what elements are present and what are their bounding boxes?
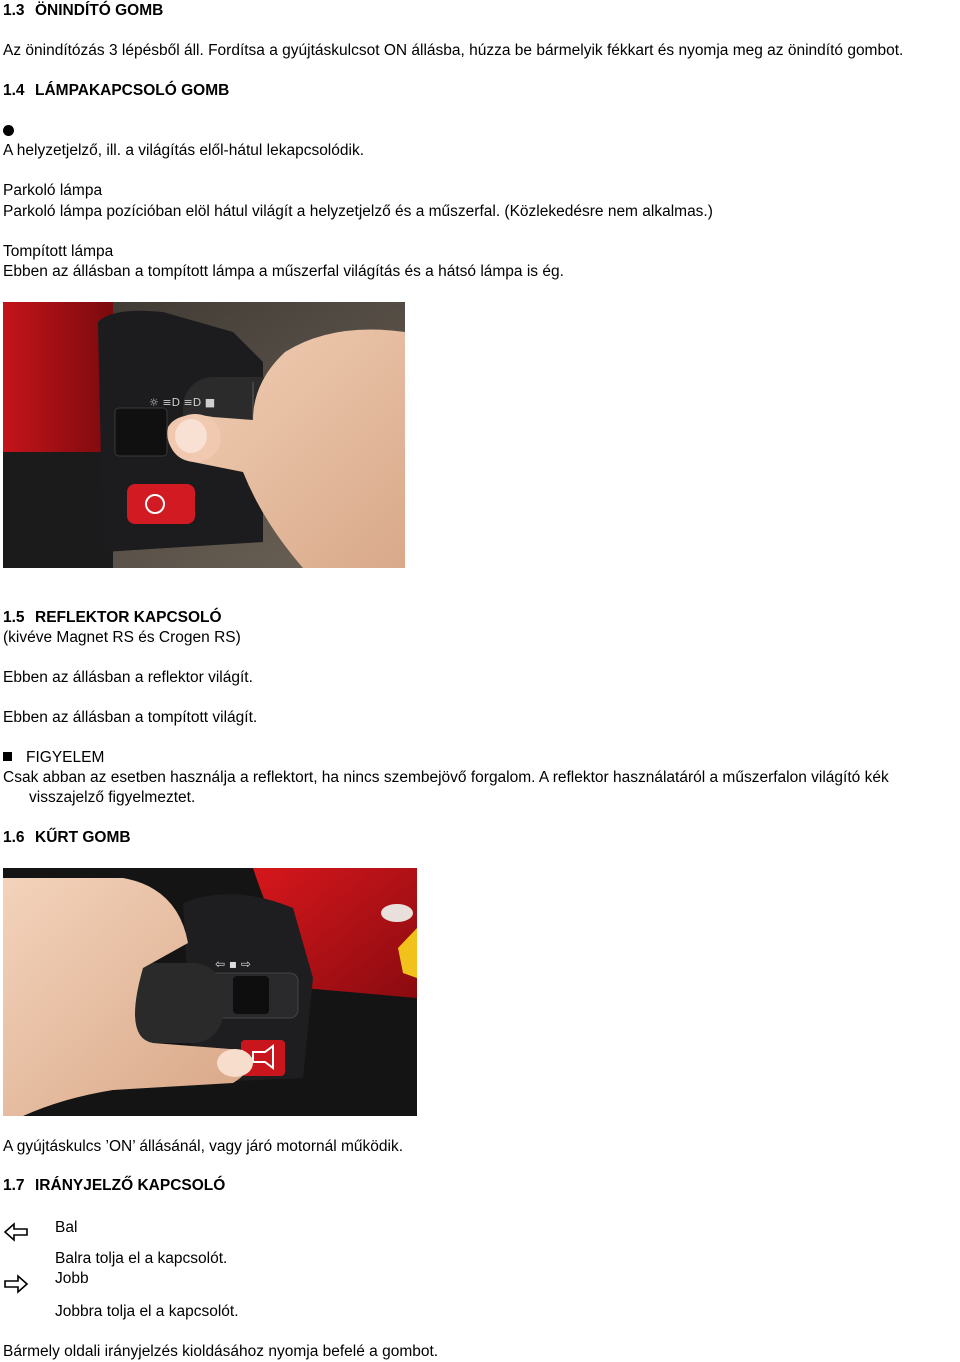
turn-right-label: Jobb: [55, 1270, 89, 1287]
low-beam-text: Ebben az állásban a tompított lámpa a műszerfal világítás és a hátsó lámpa is ég.: [3, 263, 564, 280]
heading-1-3: 1.3 ÖNINDÍTÓ GOMB: [3, 2, 164, 19]
dipped-beam-text: Ebben az állásban a tompított világít.: [3, 709, 258, 726]
heading-1-4: 1.4 LÁMPAKAPCSOLÓ GOMB: [3, 82, 230, 99]
parking-text: Parkoló lámpa pozícióban elöl hátul világít a helyzetjelző és a műszerfal. (Közlekedésre nem alkalmas.): [3, 203, 713, 220]
right-arrow-icon: [3, 1274, 29, 1294]
warning-title: FIGYELEM: [3, 748, 104, 768]
bullet-dot-icon: [3, 125, 14, 136]
starter-text: Az önindítózás 3 lépésből áll. Fordítsa a gyújtáskulcsot ON állásba, húzza be bármelyik fékkart és nyomja meg az önindító gombot.: [3, 42, 904, 59]
cancel-signal-text: Bármely oldali irányjelzés kioldásához nyomja befelé a gombot.: [3, 1343, 439, 1360]
svg-text:⇦ ▪ ⇨: ⇦ ▪ ⇨: [215, 957, 251, 971]
heading-1-7: 1.7 IRÁNYJELZŐ KAPCSOLÓ: [3, 1177, 226, 1194]
turn-left-label: Bal: [55, 1219, 78, 1236]
heading-1-5: 1.5 REFLEKTOR KAPCSOLÓ: [3, 609, 222, 626]
excluded-models: (kivéve Magnet RS és Crogen RS): [3, 629, 241, 646]
low-beam-title: Tompított lámpa: [3, 243, 114, 260]
horn-switch-photo: [3, 868, 417, 1116]
light-switch-photo: [3, 302, 405, 568]
turn-right-text: Jobbra tolja el a kapcsolót.: [55, 1303, 239, 1320]
heading-1-6: 1.6 KŰRT GOMB: [3, 829, 131, 846]
parking-title: Parkoló lámpa: [3, 182, 103, 199]
left-arrow-icon: [3, 1222, 29, 1242]
switch-symbols: ☼ ≡D ≡D ■: [149, 396, 216, 409]
square-bullet-icon: [3, 752, 12, 761]
off-text: A helyzetjelző, ill. a világítás elől-hátul lekapcsolódik.: [3, 142, 364, 159]
horn-text: A gyújtáskulcs ’ON’ állásánál, vagy járó motornál működik.: [3, 1138, 404, 1155]
high-beam-text: Ebben az állásban a reflektor világít.: [3, 669, 253, 686]
warning-text: Csak abban az esetben használja a reflektort, ha nincs szembejövő forgalom. A reflektor használatáról a műszerfalon világító kék visszajelző figyelmeztet.: [3, 769, 889, 806]
turn-left-text: Balra tolja el a kapcsolót.: [55, 1250, 228, 1267]
